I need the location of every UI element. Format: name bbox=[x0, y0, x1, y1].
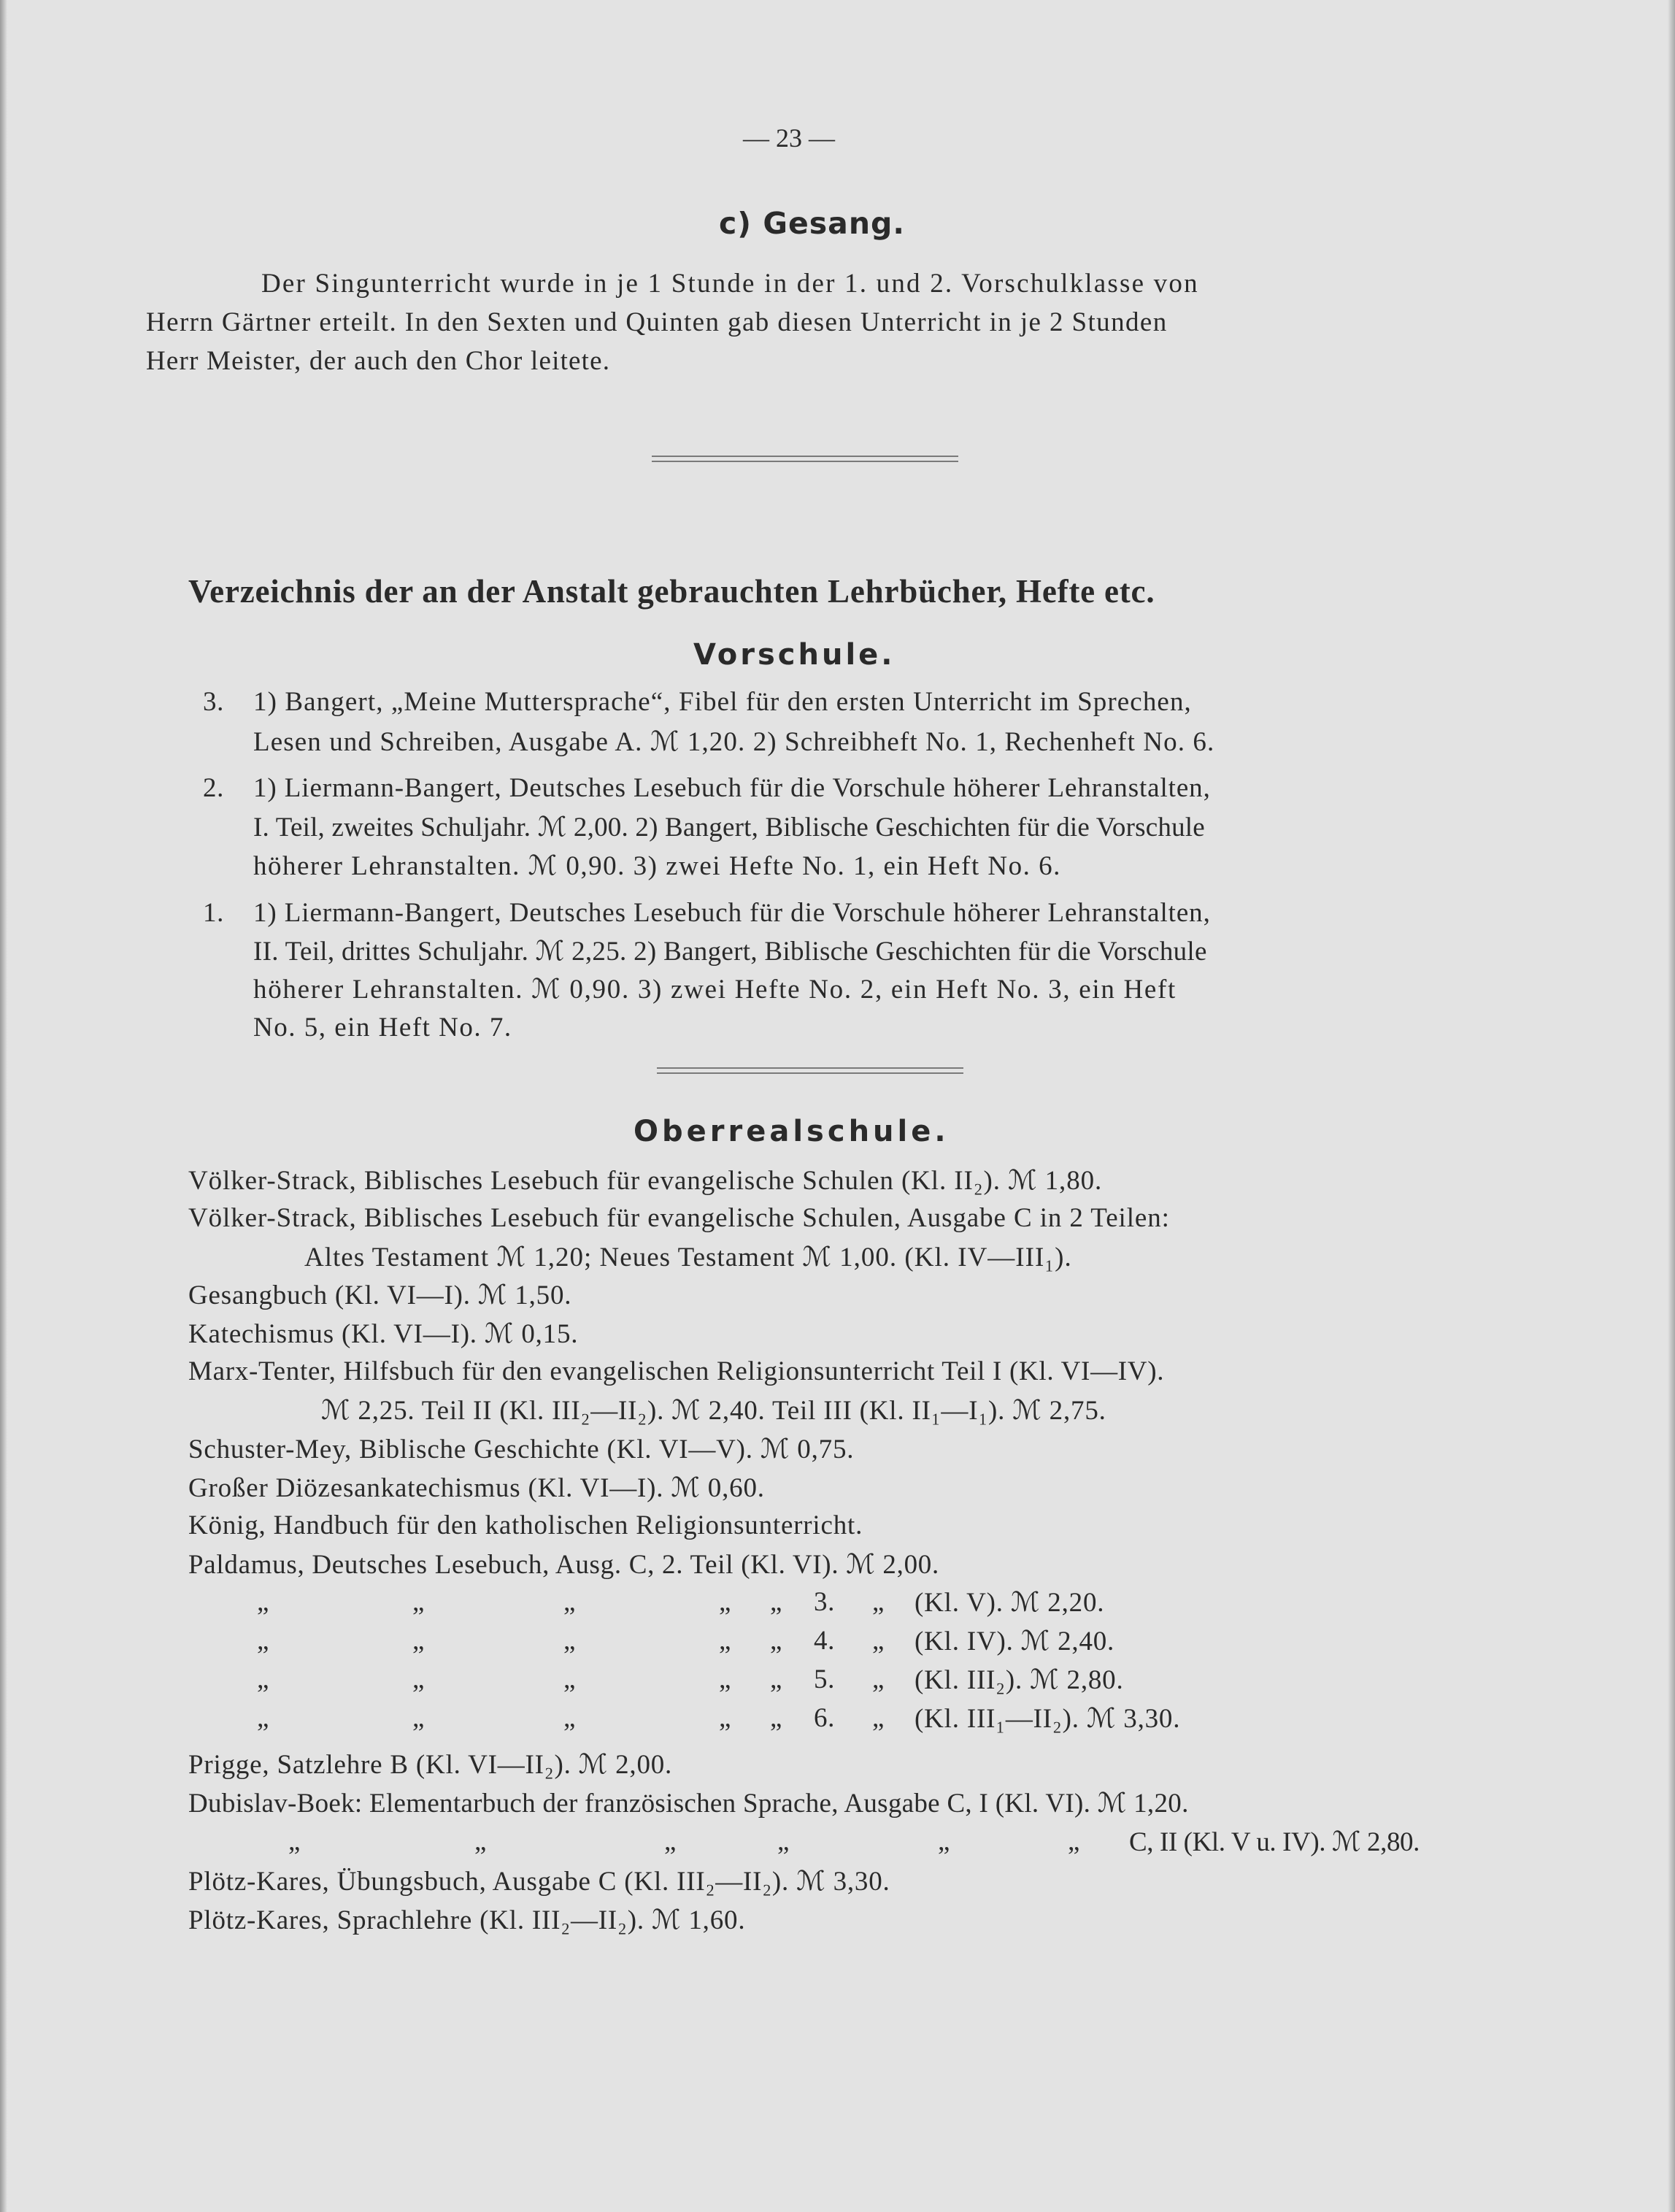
vorschule-heading: Vorschule. bbox=[693, 638, 896, 672]
ors-dubislav-line: Dubislav-Boek: Elementarbuch der französischen Sprache, Ausgabe C, I (Kl. VI). ℳ 1,20. bbox=[188, 1789, 1189, 1819]
gesang-line-3: Herr Meister, der auch den Chor leitete. bbox=[146, 346, 611, 376]
ditto-mark: „ bbox=[563, 1626, 577, 1656]
ors-prigge-line: Prigge, Satzlehre B (Kl. VI—II₂). ℳ 2,00. bbox=[188, 1750, 673, 1780]
ors-line-8: Schuster-Mey, Biblische Geschichte (Kl. VI—V). ℳ 0,75. bbox=[188, 1435, 855, 1464]
ditto-mark: „ bbox=[563, 1587, 577, 1617]
right-edge-shadow bbox=[1668, 0, 1675, 2212]
ditto-mark: „ bbox=[770, 1626, 783, 1656]
ditto-mark: „ bbox=[474, 1827, 488, 1856]
ditto-mark: „ bbox=[257, 1703, 270, 1733]
ditto-detail: (Kl. IV). ℳ 2,40. bbox=[914, 1627, 1115, 1656]
ors-line-7: ℳ 2,25. Teil II (Kl. III₂—II₂). ℳ 2,40. Teil III (Kl. II₁—I₁). ℳ 2,75. bbox=[321, 1396, 1106, 1426]
ditto-mark: „ bbox=[872, 1587, 885, 1617]
ditto-part: 4. bbox=[814, 1626, 835, 1656]
vorschule-entry-2-line-1: 1) Liermann-Bangert, Deutsches Lesebuch für die Vorschule höherer Lehranstalten, bbox=[253, 773, 1211, 803]
gesang-line-1: Der Singunterricht wurde in je 1 Stunde in der 1. und 2. Vorschulklasse von bbox=[261, 269, 1199, 299]
ditto-mark: „ bbox=[412, 1626, 426, 1656]
left-edge-shadow bbox=[0, 0, 7, 2212]
ditto-mark: „ bbox=[664, 1827, 677, 1856]
ditto-mark: „ bbox=[412, 1703, 426, 1733]
ditto-mark: „ bbox=[412, 1587, 426, 1617]
ors-line-4: Gesangbuch (Kl. VI—I). ℳ 1,50. bbox=[188, 1280, 572, 1310]
vorschule-entry-3-line-2: Lesen und Schreiben, Ausgabe A. ℳ 1,20. 2) Schreibheft No. 1, Rechenheft No. 6. bbox=[253, 727, 1215, 757]
vorschule-entry-1-line-2: II. Teil, drittes Schuljahr. ℳ 2,25. 2) Bangert, Biblische Geschichten für die Vorschule bbox=[253, 937, 1207, 967]
vorschule-entry-3-line-1: 1) Bangert, „Meine Muttersprache“, Fibel für den ersten Unterricht im Sprechen, bbox=[253, 687, 1192, 717]
ditto-mark: „ bbox=[777, 1827, 790, 1856]
ditto-mark: „ bbox=[1068, 1827, 1081, 1856]
ditto-mark: „ bbox=[257, 1587, 270, 1617]
ditto-detail: C, II (Kl. V u. IV). ℳ 2,80. bbox=[1129, 1827, 1420, 1857]
ditto-mark: „ bbox=[872, 1664, 885, 1694]
vorschule-entry-1-line-4: No. 5, ein Heft No. 7. bbox=[253, 1013, 512, 1042]
ors-line-3: Altes Testament ℳ 1,20; Neues Testament ℳ 1,00. (Kl. IV—III₁). bbox=[304, 1243, 1072, 1272]
ditto-part: 3. bbox=[814, 1587, 835, 1617]
vorschule-entry-3-number: 3. bbox=[203, 687, 224, 717]
ors-line-9: Großer Diözesankatechismus (Kl. VI—I). ℳ 0,60. bbox=[188, 1473, 765, 1503]
ors-line-5: Katechismus (Kl. VI—I). ℳ 0,15. bbox=[188, 1319, 579, 1349]
ditto-mark: „ bbox=[719, 1626, 732, 1656]
gesang-heading: c) Gesang. bbox=[719, 206, 905, 241]
vorschule-entry-1-line-1: 1) Liermann-Bangert, Deutsches Lesebuch für die Vorschule höherer Lehranstalten, bbox=[253, 898, 1211, 928]
ditto-mark: „ bbox=[288, 1827, 301, 1856]
ditto-mark: „ bbox=[257, 1664, 270, 1694]
ditto-mark: „ bbox=[719, 1664, 732, 1694]
ditto-mark: „ bbox=[770, 1587, 783, 1617]
ditto-mark: „ bbox=[872, 1626, 885, 1656]
vorschule-entry-1-line-3: höherer Lehranstalten. ℳ 0,90. 3) zwei Hefte No. 2, ein Heft No. 3, ein Heft bbox=[253, 975, 1177, 1005]
section-divider-1 bbox=[652, 456, 958, 462]
oberrealschule-heading: Oberrealschule. bbox=[634, 1115, 950, 1148]
ditto-detail: (Kl. III₂). ℳ 2,80. bbox=[914, 1665, 1124, 1695]
ors-ploetz-sprachlehre-line: Plötz-Kares, Sprachlehre (Kl. III₂—II₂). ℳ 1,60. bbox=[188, 1905, 746, 1935]
ors-ploetz-uebungsbuch-line: Plötz-Kares, Übungsbuch, Ausgabe C (Kl. III₂—II₂). ℳ 3,30. bbox=[188, 1867, 890, 1897]
ditto-mark: „ bbox=[770, 1703, 783, 1733]
ditto-mark: „ bbox=[563, 1703, 577, 1733]
vorschule-entry-2-line-3: höherer Lehranstalten. ℳ 0,90. 3) zwei Hefte No. 1, ein Heft No. 6. bbox=[253, 851, 1061, 881]
ors-line-1: Völker-Strack, Biblisches Lesebuch für evangelische Schulen (Kl. II₂). ℳ 1,80. bbox=[188, 1166, 1103, 1196]
page-number: — 23 — bbox=[743, 123, 835, 153]
ditto-mark: „ bbox=[770, 1664, 783, 1694]
gesang-line-2: Herrn Gärtner erteilt. In den Sexten und Quinten gab diesen Unterricht in je 2 Stunden bbox=[146, 307, 1168, 337]
section-divider-2 bbox=[657, 1067, 963, 1074]
ditto-part: 6. bbox=[814, 1703, 835, 1733]
vorschule-entry-1-number: 1. bbox=[203, 898, 224, 928]
ors-line-11: Paldamus, Deutsches Lesebuch, Ausg. C, 2. Teil (Kl. VI). ℳ 2,00. bbox=[188, 1550, 939, 1580]
ditto-detail: (Kl. III₁—II₂). ℳ 3,30. bbox=[914, 1704, 1181, 1734]
ditto-mark: „ bbox=[563, 1664, 577, 1694]
verzeichnis-title: Verzeichnis der an der Anstalt gebrauchten Lehrbücher, Hefte etc. bbox=[188, 573, 1155, 610]
ors-line-2: Völker-Strack, Biblisches Lesebuch für evangelische Schulen, Ausgabe C in 2 Teilen: bbox=[188, 1203, 1170, 1233]
ditto-part: 5. bbox=[814, 1664, 835, 1694]
ditto-mark: „ bbox=[872, 1703, 885, 1733]
ditto-mark: „ bbox=[257, 1626, 270, 1656]
ors-line-6: Marx-Tenter, Hilfsbuch für den evangelischen Religionsunterricht Teil I (Kl. VI—IV). bbox=[188, 1356, 1165, 1386]
vorschule-entry-2-number: 2. bbox=[203, 773, 224, 803]
ors-line-10: König, Handbuch für den katholischen Religionsunterricht. bbox=[188, 1510, 863, 1540]
ditto-mark: „ bbox=[412, 1664, 426, 1694]
vorschule-entry-2-line-2: I. Teil, zweites Schuljahr. ℳ 2,00. 2) Bangert, Biblische Geschichten für die Vorschule bbox=[253, 813, 1205, 842]
ditto-mark: „ bbox=[719, 1703, 732, 1733]
ditto-detail: (Kl. V). ℳ 2,20. bbox=[914, 1588, 1105, 1618]
ditto-mark: „ bbox=[938, 1827, 951, 1856]
ditto-mark: „ bbox=[719, 1587, 732, 1617]
